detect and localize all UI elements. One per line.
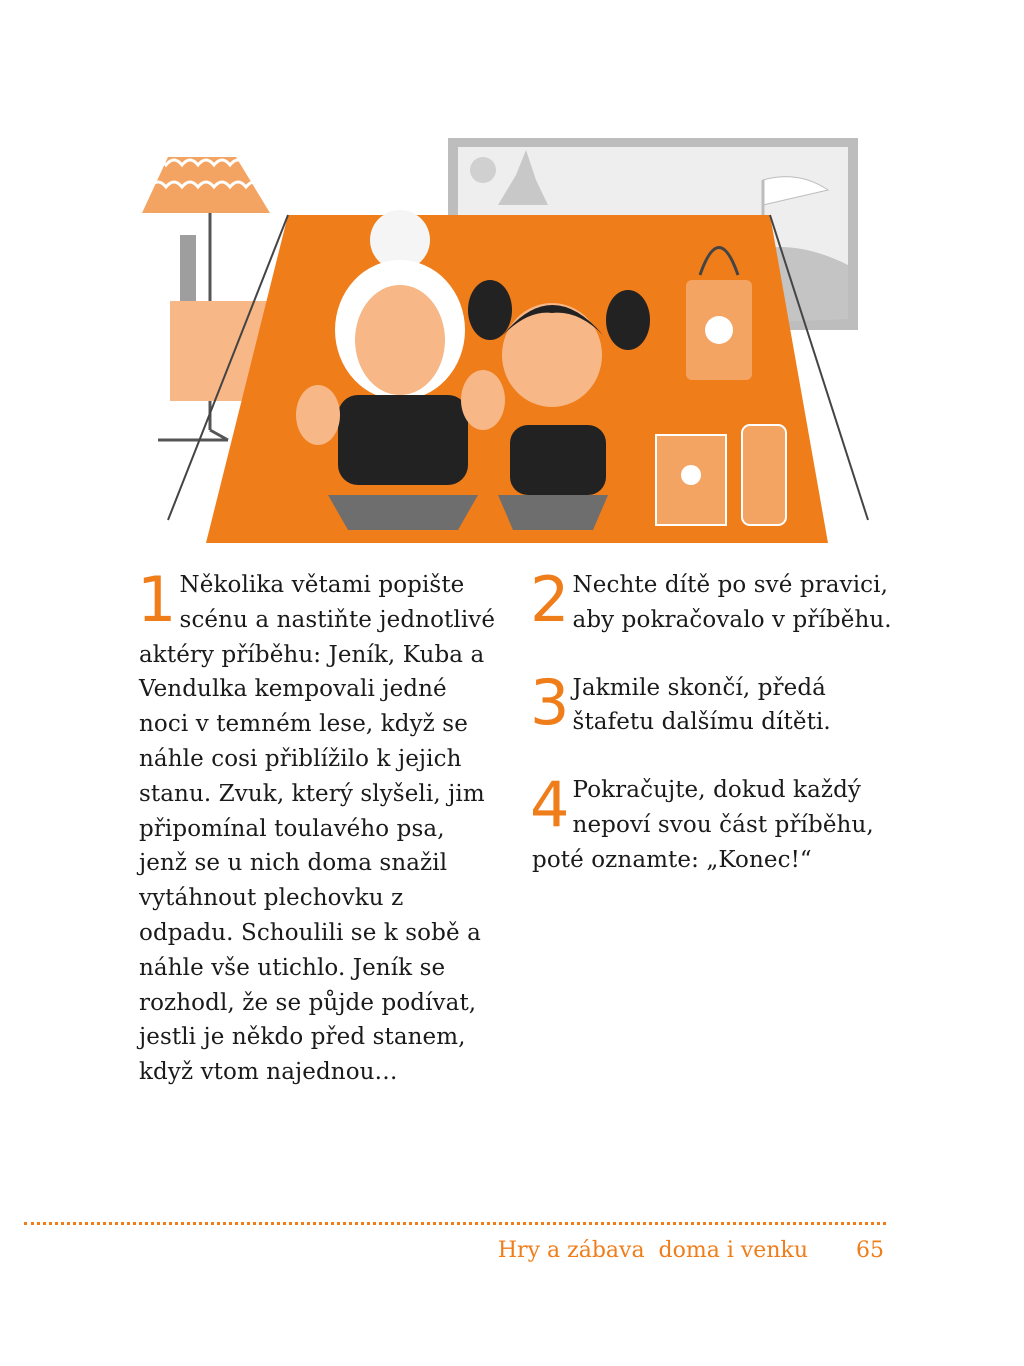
step-number: 1: [137, 563, 177, 636]
step-text: Jakmile skončí, předá štafetu dalšímu dítěti.: [572, 674, 831, 736]
step-4: [530, 768, 892, 877]
step-number: 4: [530, 768, 570, 842]
footer-title: Hry a zábava doma i venku: [497, 1238, 808, 1263]
step-number: 3: [530, 665, 570, 739]
step-text: Nechte dítě po své pravici, aby pokračovalo v příběhu.: [572, 572, 892, 633]
step-number: 2: [530, 563, 570, 636]
left-column: [137, 563, 499, 1123]
step-2: [530, 563, 892, 638]
page-number: 65: [856, 1238, 884, 1263]
step-3: [530, 665, 892, 741]
step-text: Pokračujte, dokud každý nepoví svou část příběhu, poté oznamte: „Konec!“: [532, 777, 874, 873]
step-1: [137, 563, 499, 1090]
step-text: Několika větami popište scénu a nastiňte jednotlivé aktéry příběhu: Jeník, Kuba a Vendulka kempovali jedné noci v temném lese, když se náhle cosi přiblížilo k jejich stanu. Zvuk, který slyšeli, jim připomínal toulavého psa, jenž se u nich doma snažil vytáhnout plechovku z odpadu. Schoulili se k sobě a náhle vše utichlo. Jeník se rozhodl, že se půjde podívat, jestli je někdo před stanem, když vtom najednou…: [139, 572, 496, 1086]
bottle-icon: [180, 235, 196, 301]
footer-divider: [24, 1222, 886, 1225]
right-column: [530, 563, 892, 911]
illustration: [138, 135, 890, 550]
food-bag-icon: [656, 435, 726, 525]
bottle-on-rug-icon: [742, 425, 786, 525]
